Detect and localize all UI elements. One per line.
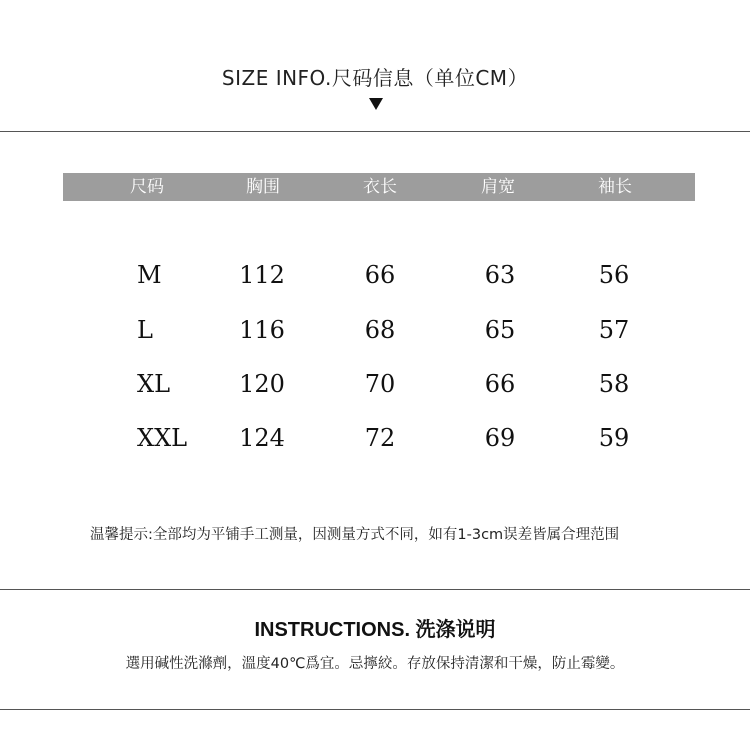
measurement-note: 温馨提示:全部均为平铺手工测量，因测量方式不同，如有1-3cm误差皆属合理范围 [90, 527, 620, 543]
size-info-title: SIZE INFO.尺码信息（单位CM） [221, 66, 529, 90]
size-cell: XL [137, 370, 171, 398]
header-sleeve: 袖长 [598, 177, 632, 197]
size-cell: L [137, 316, 153, 344]
length-cell: 68 [364, 316, 396, 344]
down-arrow-icon [369, 98, 383, 110]
sleeve-cell: 58 [598, 370, 630, 398]
header-shoulder: 肩宽 [481, 177, 515, 197]
divider-middle [0, 589, 750, 590]
divider-top [0, 131, 750, 132]
table-row [0, 364, 750, 404]
length-cell: 66 [364, 261, 396, 289]
table-header [63, 173, 695, 201]
sleeve-cell: 56 [598, 261, 630, 289]
shoulder-cell: 65 [484, 316, 516, 344]
length-cell: 70 [364, 370, 396, 398]
size-cell: M [137, 261, 162, 289]
instructions-title: INSTRUCTIONS. 洗涤说明 [254, 619, 496, 641]
divider-bottom [0, 709, 750, 710]
shoulder-cell: 66 [484, 370, 516, 398]
instructions-text: 選用碱性洗滌劑，溫度40℃爲宜。忌擰絞。存放保持清潔和干燥，防止霉變。 [125, 656, 625, 672]
shoulder-cell: 69 [484, 424, 516, 452]
chest-cell: 124 [239, 424, 285, 452]
table-row [0, 418, 750, 458]
header-size: 尺码 [130, 177, 164, 197]
chest-cell: 112 [239, 261, 285, 289]
header-length: 衣长 [363, 177, 397, 197]
sleeve-cell: 59 [598, 424, 630, 452]
chest-cell: 116 [239, 316, 285, 344]
table-row [0, 310, 750, 350]
header-chest: 胸围 [246, 177, 280, 197]
shoulder-cell: 63 [484, 261, 516, 289]
size-cell: XXL [137, 424, 188, 452]
table-row [0, 255, 750, 295]
chest-cell: 120 [239, 370, 285, 398]
sleeve-cell: 57 [598, 316, 630, 344]
length-cell: 72 [364, 424, 396, 452]
